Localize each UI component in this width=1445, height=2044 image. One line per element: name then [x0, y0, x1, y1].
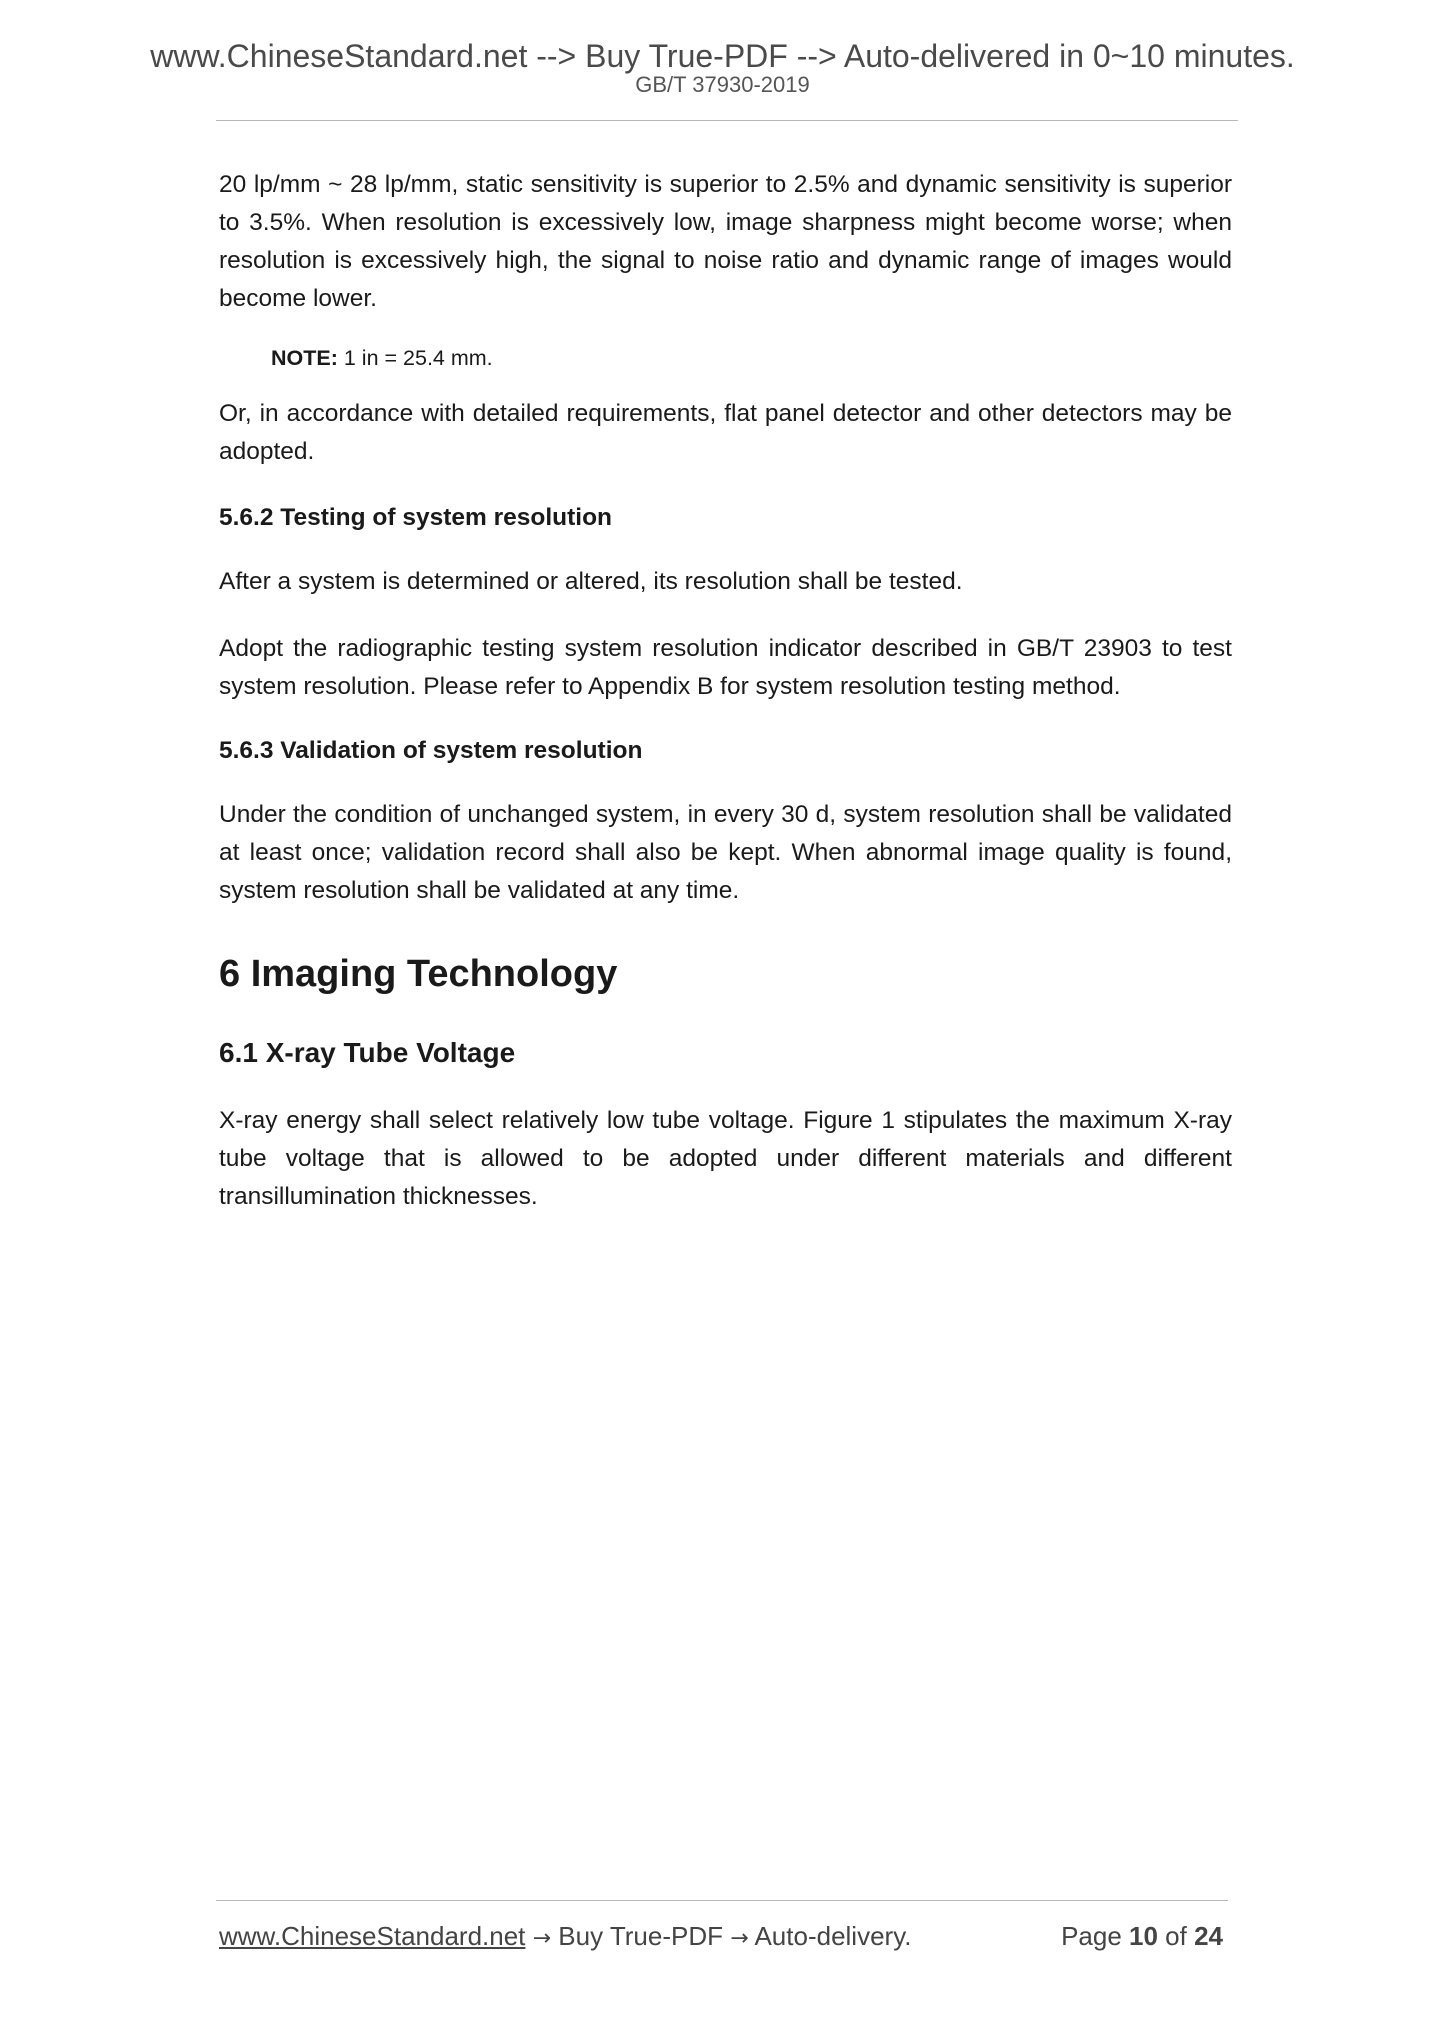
- footer-left: [219, 1918, 912, 1957]
- footer-divider: [216, 1900, 1228, 1901]
- header-divider: [216, 120, 1238, 121]
- heading-6-1: 6.1 X-ray Tube Voltage: [219, 1037, 516, 1068]
- footer-site-link[interactable]: www.ChineseStandard.net: [219, 1921, 526, 1951]
- page-current: 10: [1129, 1921, 1158, 1951]
- document-code: GB/T 37930-2019: [635, 72, 810, 97]
- note-text: 1 in = 25.4 mm.: [337, 346, 493, 370]
- paragraph-indicator: Adopt the radiographic testing system resolution indicator described in GB/T 23903 to test system resolution. Please refer to Appendix B for system resolution testing method.: [219, 635, 1232, 700]
- footer-delivery-text: Auto-delivery.: [748, 1921, 912, 1951]
- paragraph-validation: Under the condition of unchanged system, in every 30 d, system resolution shall be validated at least once; validation record shall also be kept. When abnormal image quality is found, system resolution shall be validated at any time.: [219, 801, 1232, 904]
- note-label: NOTE:: [271, 346, 338, 370]
- paragraph-detectors: Or, in accordance with detailed requirements, flat panel detector and other detectors may be adopted.: [219, 400, 1232, 465]
- paragraph-testing: After a system is determined or altered, its resolution shall be tested.: [219, 568, 963, 595]
- arrow-right-icon: →: [532, 1926, 552, 1951]
- page-footer: [219, 1918, 1231, 1954]
- page-total: 24: [1194, 1921, 1223, 1951]
- site-banner-link[interactable]: www.ChineseStandard.net --> Buy True-PDF --> Auto-delivered in 0~10 minutes.: [150, 38, 1295, 74]
- heading-5-6-3: 5.6.3 Validation of system resolution: [219, 737, 643, 764]
- heading-5-6-2: 5.6.2 Testing of system resolution: [219, 504, 613, 531]
- page-of-label: of: [1157, 1921, 1195, 1951]
- footer-buy-text: Buy True-PDF: [551, 1921, 731, 1951]
- paragraph-resolution-intro: 20 lp/mm ~ 28 lp/mm, static sensitivity is superior to 2.5% and dynamic sensitivity is superior to 3.5%. When resolution is excessively low, image sharpness might become worse; when resolution is excessively high, the signal to noise ratio and dynamic range of images would become lower.: [219, 171, 1232, 312]
- paragraph-tube-voltage: X-ray energy shall select relatively low tube voltage. Figure 1 stipulates the maximum X-ray tube voltage that is allowed to be adopted under different materials and different transillumination thicknesses.: [219, 1107, 1232, 1210]
- page-number: [1061, 1918, 1223, 1954]
- page-label: Page: [1061, 1921, 1130, 1951]
- page-content: [219, 166, 1232, 1216]
- heading-section-6: 6 Imaging Technology: [219, 953, 618, 995]
- note: [219, 343, 1232, 373]
- arrow-right-icon: →: [730, 1926, 749, 1951]
